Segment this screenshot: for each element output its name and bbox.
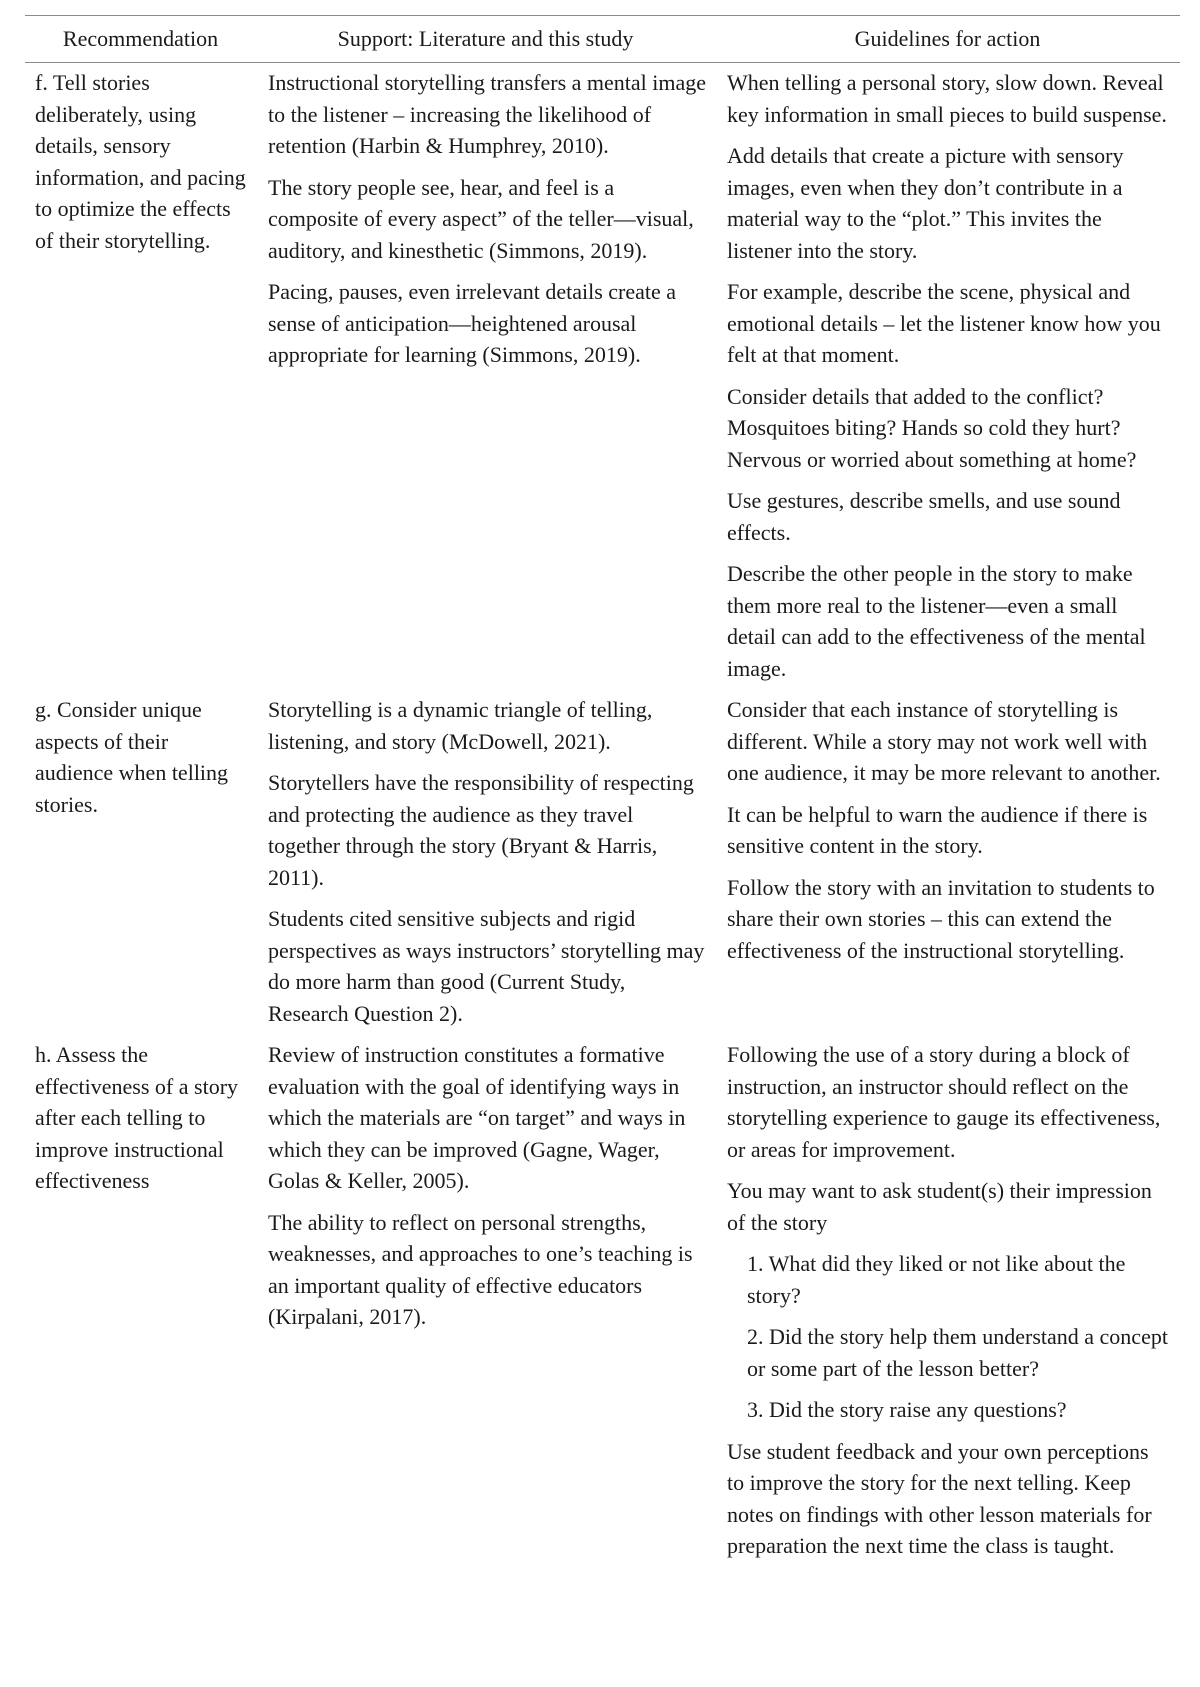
- guidelines-cell: [715, 1035, 1180, 1568]
- guideline-paragraph: Following the use of a story during a block of instruction, an instructor should reflect on the storytelling experience to gauge its effectiveness, or areas for improvement.: [727, 1042, 1161, 1162]
- guideline-paragraph: Consider that each instance of storytelling is different. While a story may not work well with one audience, it may be more relevant to another.: [727, 697, 1161, 786]
- support-cell: [256, 63, 715, 691]
- support-cell: [256, 1035, 715, 1568]
- table-row: [25, 1035, 1180, 1568]
- support-paragraph: Storytelling is a dynamic triangle of telling, listening, and story (McDowell, 2021).: [268, 697, 653, 754]
- recommendation-text: f. Tell stories deliberately, using details, sensory information, and pacing to optimize the effects of their storytelling.: [35, 70, 246, 253]
- table-row: [25, 690, 1180, 1035]
- guideline-paragraph: It can be helpful to warn the audience if there is sensitive content in the story.: [727, 801, 1148, 859]
- guidelines-cell: [715, 690, 1180, 1035]
- guideline-list-item: 1. What did they liked or not like about the story?: [747, 1251, 1126, 1308]
- support-paragraph: Storytellers have the responsibility of respecting and protecting the audience as they travel together through the story (Bryant & Harris, 2011).: [268, 770, 694, 890]
- recommendation-text: h. Assess the effectiveness of a story after each telling to improve instructional effectiveness: [35, 1042, 239, 1194]
- support-paragraph: Review of instruction constitutes a formative evaluation with the goal of identifying ways in which the materials are “on target” and ways in which they can be improved (Gagne, Wager, Golas & Keller, 2005).: [268, 1042, 686, 1194]
- guideline-paragraph: Add details that create a picture with sensory images, even when they don’t contribute in a material way to the “plot.” This invites the listener into the story.: [727, 143, 1124, 263]
- recommendation-cell: [25, 1035, 256, 1568]
- recommendation-text: g. Consider unique aspects of their audience when telling stories.: [35, 697, 229, 817]
- guideline-paragraph: You may want to ask student(s) their impression of the story: [727, 1178, 1152, 1235]
- header-recommendation: Recommendation: [62, 26, 219, 51]
- support-paragraph: The story people see, hear, and feel is a composite of every aspect” of the teller—visual, auditory, and kinesthetic (Simmons, 2019).: [268, 174, 694, 263]
- support-paragraph: Students cited sensitive subjects and rigid perspectives as ways instructors’ storytelling may do more harm than good (Current Study, Research Question 2).: [268, 906, 705, 1026]
- guidelines-cell: [715, 63, 1180, 691]
- support-paragraph: Pacing, pauses, even irrelevant details create a sense of anticipation—heightened arousal appropriate for learning (Simmons, 2019).: [268, 279, 677, 368]
- guideline-paragraph: Use gestures, describe smells, and use sound effects.: [727, 488, 1121, 545]
- guideline-paragraph: When telling a personal story, slow down. Reveal key information in small pieces to build suspense.: [727, 70, 1167, 127]
- table-row: [25, 63, 1180, 691]
- table-header: [25, 16, 1180, 63]
- guideline-paragraph: Use student feedback and your own perceptions to improve the story for the next telling. Keep notes on findings with other lesson materials for preparation the next time the class is taught.: [727, 1438, 1152, 1559]
- header-support: Support: Literature and this study: [337, 26, 634, 51]
- recommendation-cell: [25, 690, 256, 1035]
- header-row: [25, 16, 1180, 63]
- guideline-paragraph: Describe the other people in the story to make them more real to the listener—even a small detail can add to the effectiveness of the mental image.: [727, 561, 1146, 681]
- guideline-list-item: 2. Did the story help them understand a concept or some part of the lesson better?: [747, 1324, 1168, 1381]
- support-paragraph: The ability to reflect on personal strengths, weaknesses, and approaches to one’s teaching is an important quality of effective educators (Kirpalani, 2017).: [268, 1209, 693, 1330]
- guideline-list-item: 3. Did the story raise any questions?: [747, 1397, 1067, 1423]
- header-guidelines: Guidelines for action: [854, 26, 1041, 51]
- table-body: [25, 63, 1180, 1568]
- recommendations-table: [25, 15, 1180, 1568]
- guideline-paragraph: Consider details that added to the conflict? Mosquitoes biting? Hands so cold they hurt? Nervous or worried about something at home?: [727, 383, 1137, 472]
- recommendation-cell: [25, 63, 256, 691]
- guideline-paragraph: For example, describe the scene, physical and emotional details – let the listener know how you felt at that moment.: [727, 279, 1161, 368]
- support-cell: [256, 690, 715, 1035]
- guideline-paragraph: Follow the story with an invitation to students to share their own stories – this can extend the effectiveness of the instructional storytelling.: [727, 874, 1155, 963]
- support-paragraph: Instructional storytelling transfers a mental image to the listener – increasing the likelihood of retention (Harbin & Humphrey, 2010).: [268, 70, 707, 159]
